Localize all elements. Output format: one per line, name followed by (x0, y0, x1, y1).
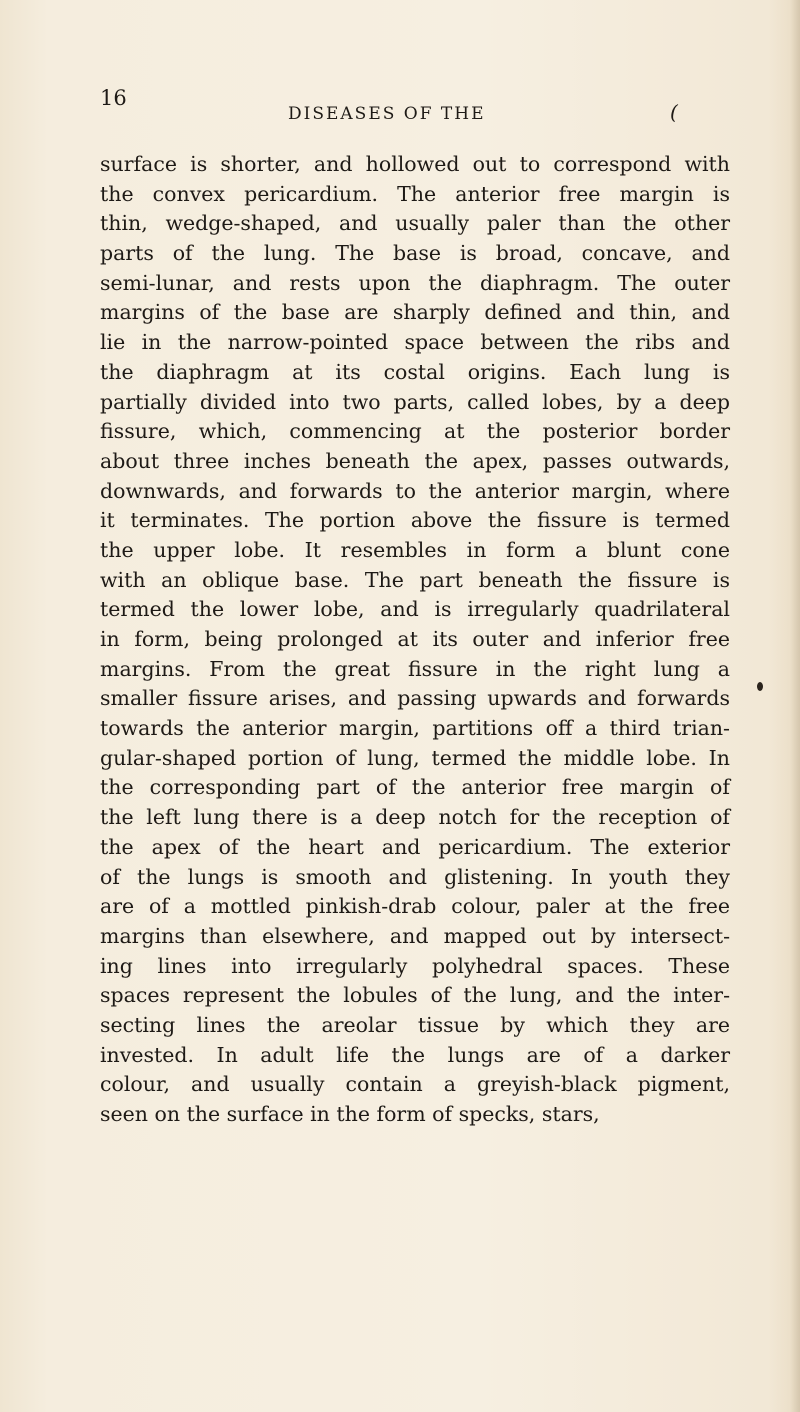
text-line: the diaphragm at its costal origins. Each lung is (100, 359, 730, 384)
text-line: about three inches beneath the apex, passes outwards, (100, 448, 730, 473)
text-line: termed the lower lobe, and is irregularly quadrilateral (100, 597, 730, 622)
text-line: invested. In adult life the lungs are of a darker (100, 1042, 730, 1067)
text-line: gular-shaped portion of lung, termed the middle lobe. In (100, 745, 730, 770)
text-line: with an oblique base. The part beneath the fissure is (100, 567, 730, 592)
text-line: seen on the surface in the form of specks, stars, (100, 1102, 600, 1126)
text-line: surface is shorter, and hollowed out to correspond with (100, 152, 730, 176)
text-line: of the lungs is smooth and glistening. In youth they (100, 864, 730, 889)
text-line: margins than elsewhere, and mapped out by intersect- (100, 923, 730, 948)
text-line: lie in the narrow-pointed space between the ribs and (100, 330, 730, 355)
text-line: secting lines the areolar tissue by which they are (100, 1012, 730, 1037)
text-line: in form, being prolonged at its outer and inferior free (100, 627, 730, 651)
text-line: spaces represent the lobules of the lung, and the inter- (100, 983, 730, 1008)
text-line: it terminates. The portion above the fissure is termed (100, 508, 730, 533)
text-line: partially divided into two parts, called lobes, by a deep (100, 389, 730, 414)
text-line: are of a mottled pinkish-drab colour, paler at the free (100, 894, 730, 919)
text-line: margins of the base are sharply defined and thin, and (100, 300, 730, 325)
text-line: the corresponding part of the anterior free margin of (100, 775, 730, 800)
text-line: fissure, which, commencing at the posterior border (100, 419, 730, 444)
text-line: the upper lobe. It resembles in form a blunt cone (100, 537, 730, 562)
page-edge-shadow (790, 0, 800, 1412)
corner-mark: ( (670, 100, 678, 124)
text-line: colour, and usually contain a greyish-black pigment, (100, 1072, 730, 1097)
text-line: the convex pericardium. The anterior free margin is (100, 181, 730, 206)
margin-ink-dot (757, 682, 763, 691)
text-line: semi-lunar, and rests upon the diaphragm. The outer (100, 270, 730, 295)
page-number: 16 (100, 86, 127, 110)
text-line: thin, wedge-shaped, and usually paler than the other (100, 211, 730, 236)
text-line: towards the anterior margin, partitions off a third trian- (100, 716, 730, 741)
text-line: parts of the lung. The base is broad, concave, and (100, 241, 730, 266)
text-line: the apex of the heart and pericardium. The exterior (100, 834, 730, 859)
body-text (100, 150, 730, 1130)
text-line: the left lung there is a deep notch for the reception of (100, 805, 730, 830)
text-line: ing lines into irregularly polyhedral spaces. These (100, 953, 730, 978)
text-line: downwards, and forwards to the anterior margin, where (100, 478, 730, 503)
running-head: DISEASES OF THE (288, 104, 486, 124)
text-line: margins. From the great fissure in the right lung a (100, 656, 730, 681)
text-line: smaller fissure arises, and passing upwards and forwards (100, 686, 730, 711)
